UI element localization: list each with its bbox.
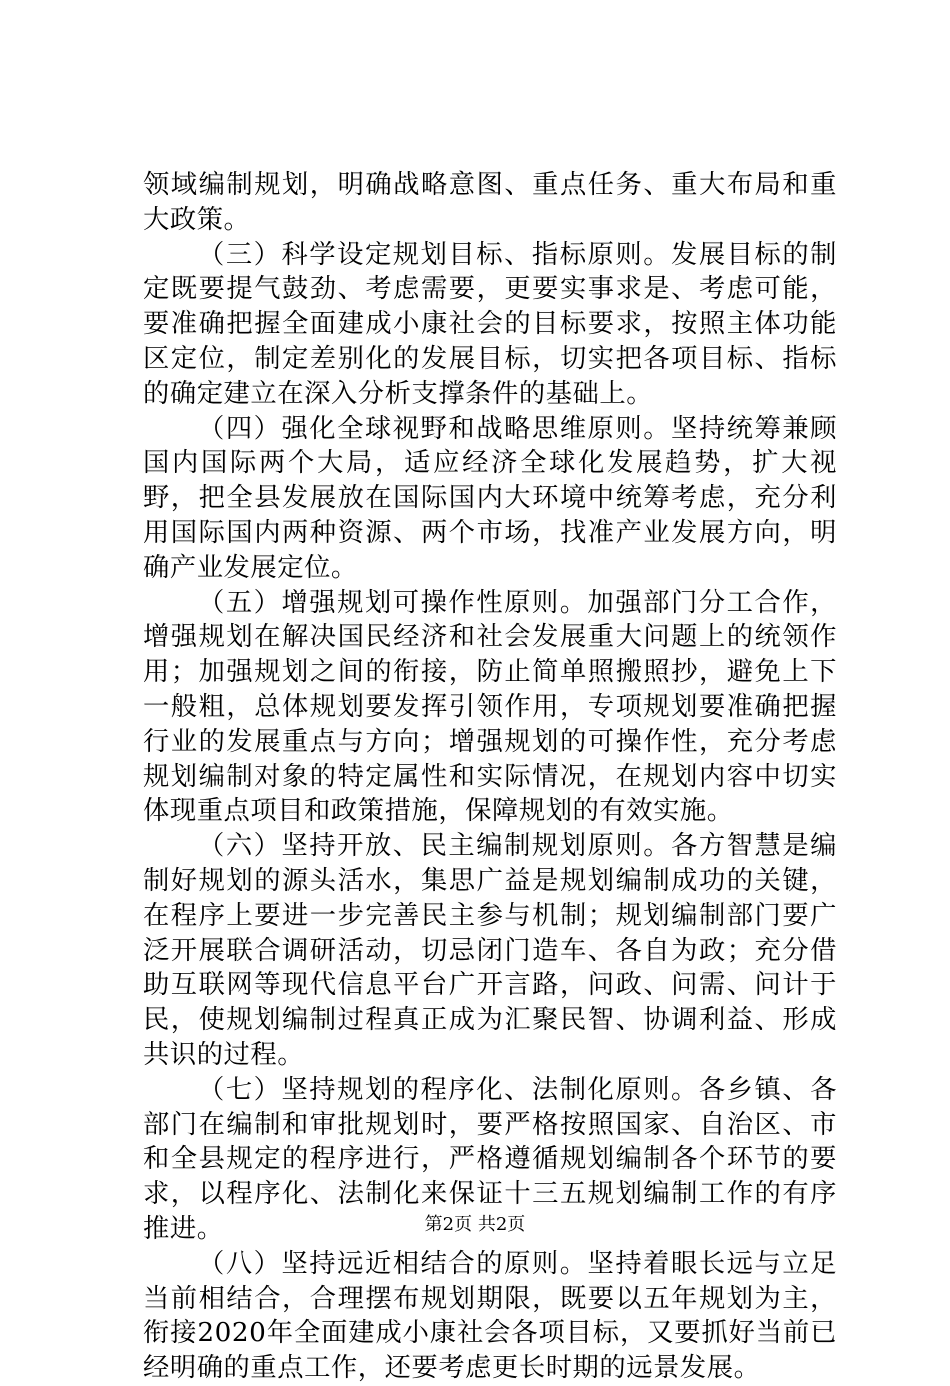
paragraph-principle-7: （七）坚持规划的程序化、法制化原则。各乡镇、各部门在编制和审批规划时，要严格按照国家、自治区、市和全县规定的程序进行，严格遵循规划编制各个环节的要求，以程序化、法制化来保证十三五规划编制工作的有序推进。 bbox=[143, 1074, 837, 1244]
document-body bbox=[143, 168, 837, 1386]
paragraph-principle-6: （六）坚持开放、民主编制规划原则。各方智慧是编制好规划的源头活水，集思广益是规划编制成功的关键，在程序上要进一步完善民主参与机制；规划编制部门要广泛开展联合调研活动，切忌闭门造车、各自为政；充分借助互联网等现代信息平台广开言路，问政、问需、问计于民，使规划编制过程真正成为汇聚民智、协调利益、形成共识的过程。 bbox=[143, 831, 837, 1070]
paragraph-continuation: 领域编制规划，明确战略意图、重点任务、重大布局和重大政策。 bbox=[143, 170, 837, 235]
paragraph-principle-4: （四）强化全球视野和战略思维原则。坚持统筹兼顾国内国际两个大局，适应经济全球化发展趋势，扩大视野，把全县发展放在国际国内大环境中统筹考虑，充分利用国际国内两种资源、两个市场，找准产业发展方向，明确产业发展定位。 bbox=[143, 413, 837, 583]
paragraph-principle-3: （三）科学设定规划目标、指标原则。发展目标的制定既要提气鼓劲、考虑需要，更要实事求是、考虑可能，要准确把握全面建成小康社会的目标要求，按照主体功能区定位，制定差别化的发展目标，切实把各项目标、指标的确定建立在深入分析支撑条件的基础上。 bbox=[143, 239, 837, 409]
page-number-footer: 第2页 共2页 bbox=[424, 1214, 526, 1235]
paragraph-principle-8: （八）坚持远近相结合的原则。坚持着眼长远与立足当前相结合，合理摆布规划期限，既要以五年规划为主，衔接2020年全面建成小康社会各项目标，又要抓好当前已经明确的重点工作，还要考虑更长时期的远景发展。 bbox=[143, 1248, 837, 1384]
paragraph-principle-5: （五）增强规划可操作性原则。加强部门分工合作，增强规划在解决国民经济和社会发展重大问题上的统领作用；加强规划之间的衔接，防止简单照搬照抄，避免上下一般粗，总体规划要发挥引领作用，专项规划要准确把握行业的发展重点与方向；增强规划的可操作性，充分考虑规划编制对象的特定属性和实际情况，在规划内容中切实体现重点项目和政策措施，保障规划的有效实施。 bbox=[143, 587, 837, 827]
